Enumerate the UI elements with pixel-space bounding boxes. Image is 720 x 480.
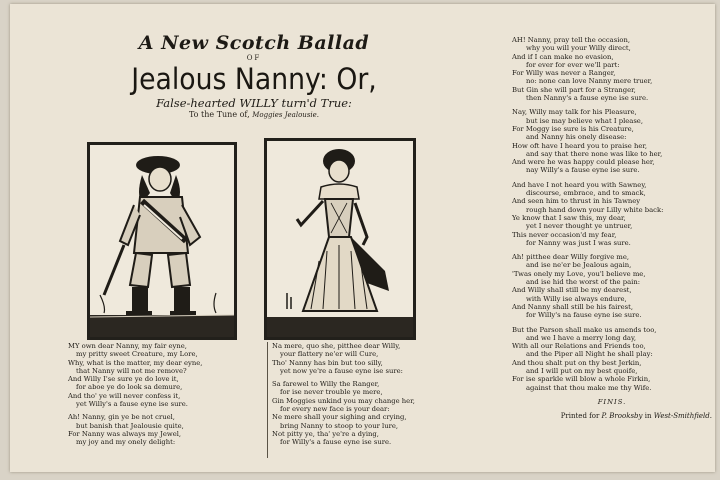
woodcut-woman (264, 138, 416, 340)
verse-line: and Nanny his onely disease: (526, 133, 627, 142)
verse-line: but banish that Jealousie quite, (76, 421, 184, 430)
verse-line: for ever for ever we'll part: (526, 60, 620, 69)
verse-line: with Willy ise always endure, (526, 294, 627, 303)
verse-line: And Willy shall still be my dearest, (512, 286, 632, 295)
stanza-6 (512, 108, 712, 174)
verse-line: Not pitty ye, tha' ye're a dying, (272, 429, 379, 438)
imprint-line (512, 412, 712, 420)
verse-line: For ise sparkle will blow a whole Firkin, (512, 375, 651, 384)
verse-line: For Nanny was always my Jewel, (68, 429, 182, 438)
title-subtitle: False-hearted WILLY turn'd True: (156, 96, 352, 110)
verse-line: that Nanny will not me remove? (76, 366, 187, 375)
verse-line: and ise ne'er be Jealous again, (526, 261, 632, 270)
verse-line: for aboe ye do look sa demure, (76, 383, 183, 392)
verse-line: discourse, embrace, and to smack, (526, 189, 646, 198)
verse-line: 'Twas onely my Love, you'l believe me, (512, 269, 646, 278)
cavalier-illustration (90, 145, 234, 337)
title-block (78, 32, 430, 120)
verse-line: for every new face is your dear: (280, 405, 390, 414)
verse-line: Sa farewel to Willy the Ranger, (272, 380, 380, 389)
verse-line: bring Nanny to stoop to your lure, (280, 421, 399, 430)
verse-line: AH! Nanny, pray tell the occasion, (512, 36, 630, 44)
verse-line: nay Willy's a fause eyne ise sure. (526, 166, 640, 175)
verse-line: against that thou make me thy Wife. (526, 383, 652, 392)
verse-line: for Nanny was just I was sure. (526, 238, 631, 247)
verse-line: Ah! pitthee dear Willy forgive me, (512, 253, 630, 262)
verse-line: Ah! Nanny, gin ye be not cruel, (68, 413, 175, 422)
verse-line: yet I never thought ye untruer, (526, 222, 633, 231)
verse-line: Na mere, quo she, pitthee dear Willy, (272, 342, 401, 350)
verse-line: Ne mere shall your sighing and crying, (272, 413, 407, 422)
verse-line: and we I have a merry long day, (526, 333, 637, 342)
verse-line: my joy and my onely delight: (76, 438, 176, 447)
woodcut-man (87, 142, 237, 340)
verse-line: And if I can make no evasion, (512, 52, 614, 61)
lady-illustration (267, 141, 413, 337)
verse-line: This never occasion'd my fear, (512, 230, 617, 239)
column-divider (267, 342, 268, 458)
verse-line: How oft have I heard you to praise her, (512, 141, 648, 150)
title-of: OF (246, 54, 262, 62)
verse-column-1 (68, 342, 264, 452)
stanza-1 (68, 342, 264, 408)
finis-mark: FINIS. (597, 397, 627, 406)
verse-line: but ise may believe what I please, (526, 116, 643, 125)
verse-line: Gin Moggies unkind you may change her, (272, 396, 415, 405)
verse-line: MY own dear Nanny, my fair eyne, (68, 342, 187, 350)
broadside-sheet (10, 4, 715, 472)
imprint-in: in (644, 412, 652, 421)
tune-name: Moggies Jealousie. (252, 111, 320, 119)
verse-line: Ye know that I saw this, my dear, (512, 213, 626, 222)
verse-line: rough hand down your Lilly white back: (526, 205, 664, 214)
verse-line: your flattery ne'er will Cure, (280, 350, 379, 359)
verse-line: and say that there none was like to her, (526, 149, 663, 158)
stanza-7 (512, 181, 712, 247)
stanza-2 (68, 413, 264, 446)
verse-line: With all our Relations and Friends too, (512, 342, 646, 351)
imprint-prefix: Printed for (560, 412, 600, 421)
verse-line: And have I not heard you with Sawney, (512, 180, 647, 189)
verse-line: And Nanny shall still be his fairest, (512, 302, 634, 311)
verse-line: my pritty sweet Creature, my Lore, (76, 350, 198, 359)
verse-line: no: none can love Nanny mere truer, (526, 77, 653, 86)
tune-line (78, 110, 430, 120)
imprint-printer: P. Brooksby (601, 412, 643, 421)
verse-line: Nay, Willy may talk for his Pleasure, (512, 108, 637, 117)
ballad-title: A New Scotch Ballad (138, 32, 370, 54)
verse-line: yet Willy's a fause eyne ise sure. (76, 400, 188, 409)
verse-line: Why, what is the matter, my dear eyne, (68, 358, 203, 367)
verse-line: for Willy's na fause eyne ise sure. (526, 311, 642, 320)
imprint-place: West-Smithfield. (653, 412, 712, 421)
stanza-8 (512, 253, 712, 319)
verse-line: Tho' Nanny has bin but too silly, (272, 358, 383, 367)
verse-line: And seen him to thrust in his Tawney (512, 197, 641, 206)
verse-line: And Willy I'se sure ye do love it, (68, 375, 179, 384)
title-main: Jealous Nanny: Or, (131, 62, 377, 96)
verse-line: And tho' ye will never confess it, (68, 391, 181, 400)
verse-line: For Moggy ise sure is his Creature, (512, 124, 634, 133)
verse-line: But Gin she will part for a Stranger, (512, 85, 636, 94)
stanza-3 (272, 342, 462, 375)
stanza-5 (512, 36, 712, 102)
stanza-4 (272, 380, 462, 446)
verse-line: and the Piper all Night he shall play: (526, 350, 653, 359)
verse-line: for ise never trouble ye mere, (280, 388, 383, 397)
stanza-9 (512, 326, 712, 392)
verse-line: and ise hid the worst of the pain: (526, 278, 640, 287)
verse-line: But the Parson shall make us amends too, (512, 325, 657, 334)
verse-line: For Willy was never a Ranger, (512, 69, 616, 78)
verse-line: and I will put on my best quoife, (526, 366, 638, 375)
verse-line: for Willy's a fause eyne ise sure. (280, 438, 392, 447)
verse-line: yet now ye're a fause eyne ise sure: (280, 366, 403, 375)
verse-column-2 (272, 342, 462, 452)
verse-line: And were he was happy could please her, (512, 158, 655, 167)
verse-line: why you will your Willy direct, (526, 44, 631, 53)
tune-prefix: To the Tune of, (188, 110, 250, 119)
verse-line: then Nanny's a fause eyne ise sure. (526, 94, 649, 103)
verse-line: And thou shalt put on thy best Jerkin, (512, 358, 642, 367)
verse-column-3 (512, 36, 712, 420)
